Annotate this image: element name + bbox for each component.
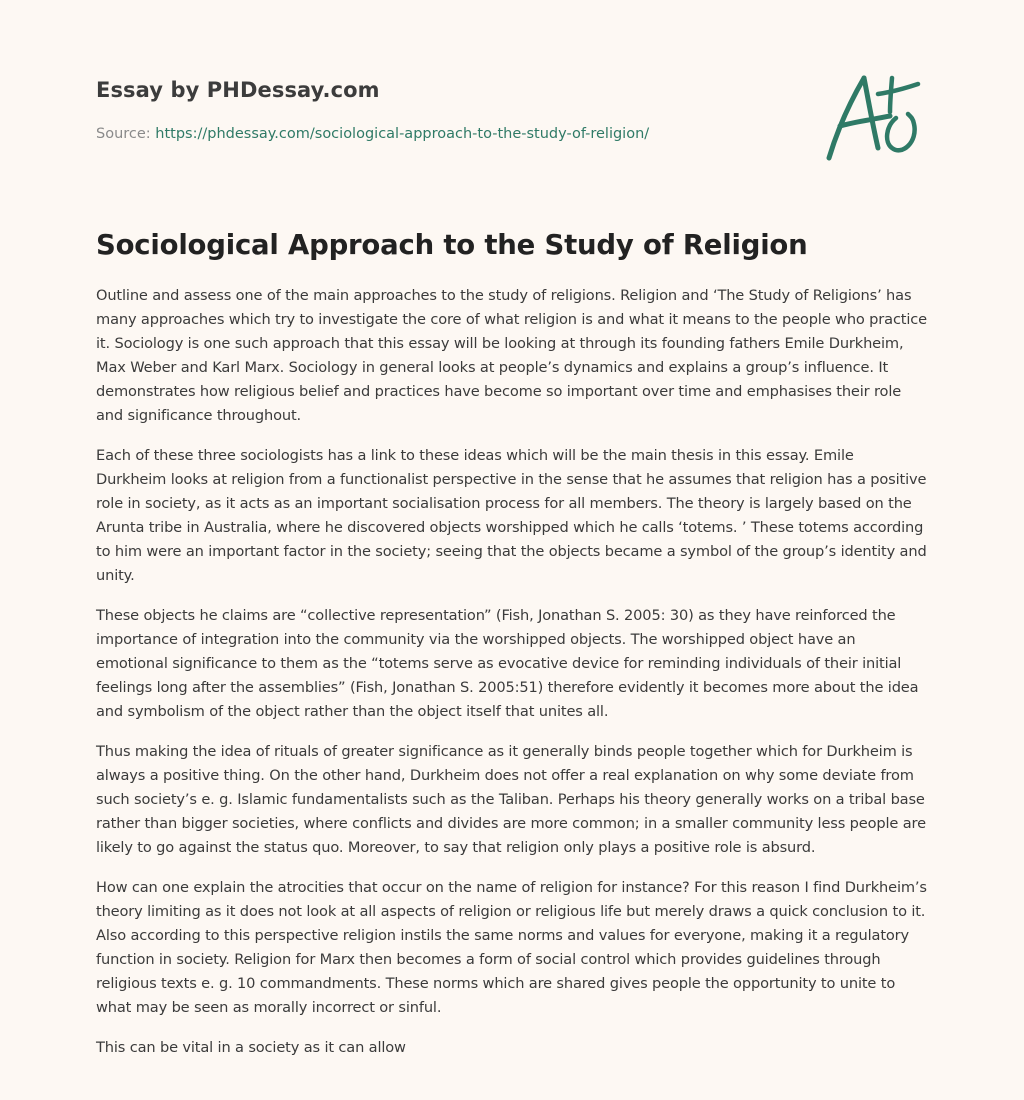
page-title: Sociological Approach to the Study of Religion [96,229,808,261]
paragraph: Thus making the idea of rituals of greater significance as it generally binds people together which for Durkheim is always a positive thing. On the other hand, Durkheim does not offer a real explanation on why some deviate from such society’s e. g. Islamic fundamentalists such as the Taliban. Perhaps his theory generally works on a tribal base rather than bigger societies, where conflicts and divides are more common; in a smaller community less people are likely to go against the status quo. Moreover, to say that religion only plays a positive role is absurd. [96,743,926,856]
source-line [96,124,796,144]
article-body [96,284,928,1076]
site-header [96,76,796,144]
paragraph: Each of these three sociologists has a link to these ideas which will be the main thesis in this essay. Emile Durkheim looks at religion from a functionalist perspective in the sense that he assumes that religion has a positive role in society, as it acts as an important socialisation process for all members. The theory is largely based on the Arunta tribe in Australia, where he discovered objects worshipped which he calls ‘totems. ’ These totems according to him were an important factor in the society; seeing that the objects became a symbol of the group’s identity and unity. [96,447,927,584]
paragraph: Outline and assess one of the main approaches to the study of religions. Religion and ‘The Study of Religions’ has many approaches which try to investigate the core of what religion is and what it means to the people who practice it. Sociology is one such approach that this essay will be looking at through its founding fathers Emile Durkheim, Max Weber and Karl Marx. Sociology in general looks at people’s dynamics and explains a group’s influence. It demonstrates how religious belief and practices have become so important over time and emphasises their role and significance throughout. [96,287,927,424]
site-brand: Essay by PHDessay.com [96,78,380,102]
paragraph: How can one explain the atrocities that occur on the name of religion for instance? For this reason I find Durkheim’s theory limiting as it does not look at all aspects of religion or religious life but merely draws a quick conclusion to it. Also according to this perspective religion instils the same norms and values for everyone, making it a regulatory function in society. Religion for Marx then becomes a form of social control which provides guidelines through religious texts e. g. 10 commandments. These norms which are shared gives people the opportunity to unite to what may be seen as morally incorrect or sinful. [96,879,927,1016]
a-plus-grade-logo-icon [818,66,930,170]
paragraph: These objects he claims are “collective representation” (Fish, Jonathan S. 2005: 30) as they have reinforced the importance of integration into the community via the worshipped objects. The worshipped object have an emotional significance to them as the “totems serve as evocative device for reminding individuals of their initial feelings long after the assemblies” (Fish, Jonathan S. 2005:51) therefore evidently it becomes more about the idea and symbolism of the object rather than the object itself that unites all. [96,607,919,720]
source-link[interactable]: https://phdessay.com/sociological-approach-to-the-study-of-religion/ [155,126,650,142]
source-label: Source: [96,126,151,142]
paragraph: This can be vital in a society as it can allow [96,1039,406,1056]
